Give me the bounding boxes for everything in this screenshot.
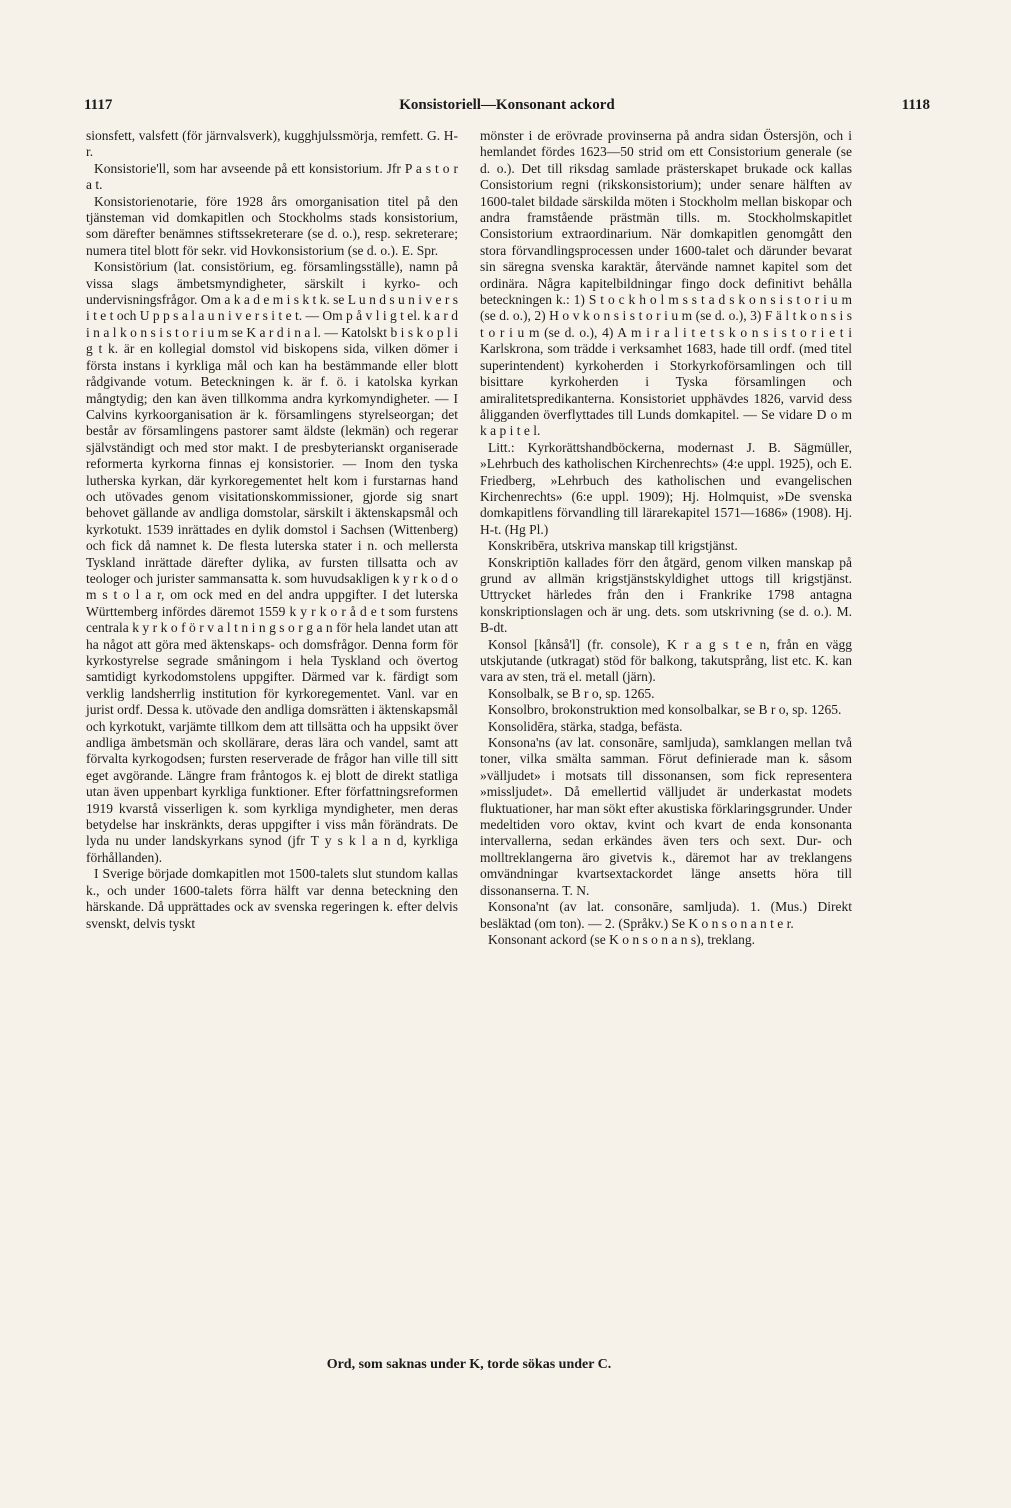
entry-konsistoriell: Konsistorie'll, som har avseende på ett konsistorium. Jfr P a s t o r a t. xyxy=(86,160,458,193)
entry-konsolidera: Konsolidēra, stärka, stadga, befästa. xyxy=(488,718,683,734)
entry-konsolbalk: Konsolbalk, se B r o, sp. 1265. xyxy=(488,685,655,701)
entry-konsol: Konsol [kånså'l] (fr. console), K r a g s t e n, från en vägg utskjutande (utkragat) stöd för balkong, takutsprång, list etc. K. kan vara av sten, trä el. metall (järn). xyxy=(480,636,852,685)
running-title: Konsistoriell—Konsonant ackord xyxy=(399,97,615,113)
entry-konsonant-ackord: Konsonant ackord (se K o n s o n a n s), treklang. xyxy=(488,931,755,947)
entry-konskribera: Konskribēra, utskriva manskap till krigstjänst. xyxy=(488,538,738,554)
entry-konsistorium-cont: mönster i de erövrade provinserna på andra sidan Östersjön, och i hemlandet fördes 1623—50 strid om ett Consistorium generale (se d. o.). Det till riksdag samlade prästerskapet brukade ock kallas Consistorium regni (rikskonsistorium); under senare hälften av 1600-talet bildade särskilda möten i Stockholm mellan biskopar och andra framstående prästmän tills. m. Stockholmskapitlet Consistorium extraordinarium. När domkapitlen genomgått den stora förvandlingsprocessen under 1600-talet och därunder bevarat sin säregna svenska karaktär, återvände namnet kapitel som det ordinära. Några kapitelbildningar fingo dock definitivt behålla beteckningen k.: 1) S t o c k h o l m s s t a d s k o n s i s t o r i u m (se d. o.), 2) H o v k o n s i s t o r i u m (se d. o.), 3) F ä l t k o n s i s t o r i u m (se d. o.), 4) A m i r a l i t e t s k o n s i s t o r i e t i Karlskrona, som trädde i verksamhet 1683, hade till ordf. (med titel superintendent) kyrkoherden i Storkyrkoförsamlingen och till bisittare kyrkoherden i Tyska församlingen och amiralitetspredikanterna. Konsistoriet upphävdes 1826, varvid dess åligganden överflyttades till Lunds domkapitel. — Se vidare D o m k a p i t e l. xyxy=(480,128,852,439)
page-number-left: 1117 xyxy=(84,97,113,113)
entry-konsistorium-sverige: I Sverige började domkapitlen mot 1500-talets slut stundom kallas k., och under 1600-talets förra hälft var denna beteckning den härskande. Då upprättades ock av svenska regeringen k. efter delvis svenskt, delvis tyskt xyxy=(86,866,458,931)
right-column xyxy=(480,128,852,948)
entry-konsistorienotarie: Konsistorienotarie, före 1928 års omorganisation titel på den tjänsteman vid domkapitlen och Stockholms stads konsistorium, som därefter benämnes stiftssekreterare (se d. o.), resp. sekreterare; numera titel blott för sekr. vid Hovkonsistorium (se d. o.). E. Spr. xyxy=(86,193,458,258)
running-header xyxy=(84,97,930,119)
entry-litteratur: Litt.: Kyrkorättshandböckerna, modernast J. B. Sägmüller, »Lehrbuch des katholischen Kirchenrechts» (4:e uppl. 1925), och E. Friedberg, »Lehrbuch des katholischen und evangelischen Kirchenrechts» (6:e uppl. 1909); Hj. Holmquist, »De svenska domkapitlens förvandling till lärarekapitel 1571—1686» (1908). Hj. H-t. (Hg Pl.) xyxy=(480,439,852,537)
left-column xyxy=(86,128,458,932)
entry-continuation: sionsfett, valsfett (för järnvalsverk), kugghjulssmörja, remfett. G. H-r. xyxy=(86,128,458,160)
page-number-right: 1118 xyxy=(901,97,930,113)
entry-konskription: Konskriptiōn kallades förr den åtgärd, genom vilken manskap på grund av allmän krigstjänstskyldighet uttogs till krigstjänst. Uttrycket härledes från den i Frankrike 1798 antagna konskriptionslagen och är ung. dets. som utskrivning (se d. o.). M. B-dt. xyxy=(480,554,852,636)
entry-konsonans: Konsona'ns (av lat. consonāre, samljuda), samklangen mellan två toner, vilka smälta samman. Förut definierade man k. såsom »välljudet» i motsats till dissonansen, som fick representera »missljudet». Då emellertid välljudet är underkastat modets fluktuationer, har man sökt efter akustiska förklaringsgrunder. Under medeltiden voro oktav, kvint och kvart de enda konsonanta intervallerna, sedan erkändes även ters och sext. Dur- och molltreklangerna äro givetvis k., däremot har av treklangens omvändningar kvartsextackordet länge ansetts höra till dissonanserna. T. N. xyxy=(480,735,852,898)
entry-konsolbro: Konsolbro, brokonstruktion med konsolbalkar, se B r o, sp. 1265. xyxy=(488,702,842,718)
entry-konsonant: Konsona'nt (av lat. consonāre, samljuda). 1. (Mus.) Direkt besläktad (om ton). — 2. (Språkv.) Se K o n s o n a n t e r. xyxy=(480,899,852,931)
footer-note: Ord, som saknas under K, torde sökas under C. xyxy=(326,1357,612,1372)
entry-konsistorium: Konsistörium (lat. consistörium, eg. församlingsställe), namn på vissa slags ämbetsmyndigheter, särskilt i kyrko- och undervisningsfrågor. Om a k a d e m i s k t k. se L u n d s u n i v e r s i t e t och U p p s a l a u n i v e r s i t e t. — Om p å v l i g t el. k a r d i n a l k o n s i s t o r i u m se K a r d i n a l. — Katolskt b i s k o p l i g t k. är en kollegial domstol vid biskopens sida, vilken dömer i första instans i kyrkliga mål och kan ha bestämmande eller blott rådgivande votum. Beteckningen k. är f. ö. i katolska kyrkan mångtydig; den kan även tillkomma andra kyrkomyndigheter. — I Calvins kyrkoorganisation är k. församlingens styrelseorgan; det består av församlingens pastorer samt äldste (lekmän) och regerar självständigt och med stor makt. I de presbyterianskt organiserade reformerta kyrkorna finnas ej konsistorier. — Inom den tyska lutherska kyrkan, där kyrkoregementet helt kom i furstarnas hand och utövades genom visitationskommissioner, gjorde sig snart behovet gällande av andliga domstolar, särskilt i äktenskapsmål och kyrkotukt. 1539 inrättades en dylik domstol i Sachsen (Wittenberg) och fick då namnet k. De flesta luterska stater i n. och mellersta Tyskland inrättade därefter dylika, av fursten tillsatta och av teologer och jurister sammansatta k. som huvudsakligen k y r k o d o m s t o l a r, om ock med en del andra uppgifter. I det luterska Württemberg infördes däremot 1559 k y r k o r å d e t som furstens centrala k y r k o f ö r v a l t n i n g s o r g a n för hela landet utan att ha något att göra med äktenskaps- och domsfrågor. Denna form för kyrkostyrelse segrade småningom i hela Tyskland och övertog samtidigt kyrkodomstolens uppgifter. Därmed var k. färdigt som verklig landsherrlig institution för kyrkoregementet. Vanl. var en jurist ordf. Dessa k. utövade den andliga domsrätten i äktenskapsmål och kyrkotukt, varjämte tillkom dem att tillsätta och ha uppsikt över andliga ämbetsmän och skollärare, deras lära och vandel, samt att förvalta kyrkogodsen; fursten reserverade de frågor han ville till sitt eget avgörande. Längre fram fråntogos k. ej blott de direkt statliga utan även uppenbart kyrkliga funktioner. Efter författningsreformen 1919 kvarstå visserligen k. som kyrkliga myndigheter, men deras betydelse har inskränkts, deras uppgifter i viss mån förändrats. De lyda nu under landskyrkans synod (jfr T y s k l a n d, kyrkliga förhållanden). xyxy=(86,259,458,865)
